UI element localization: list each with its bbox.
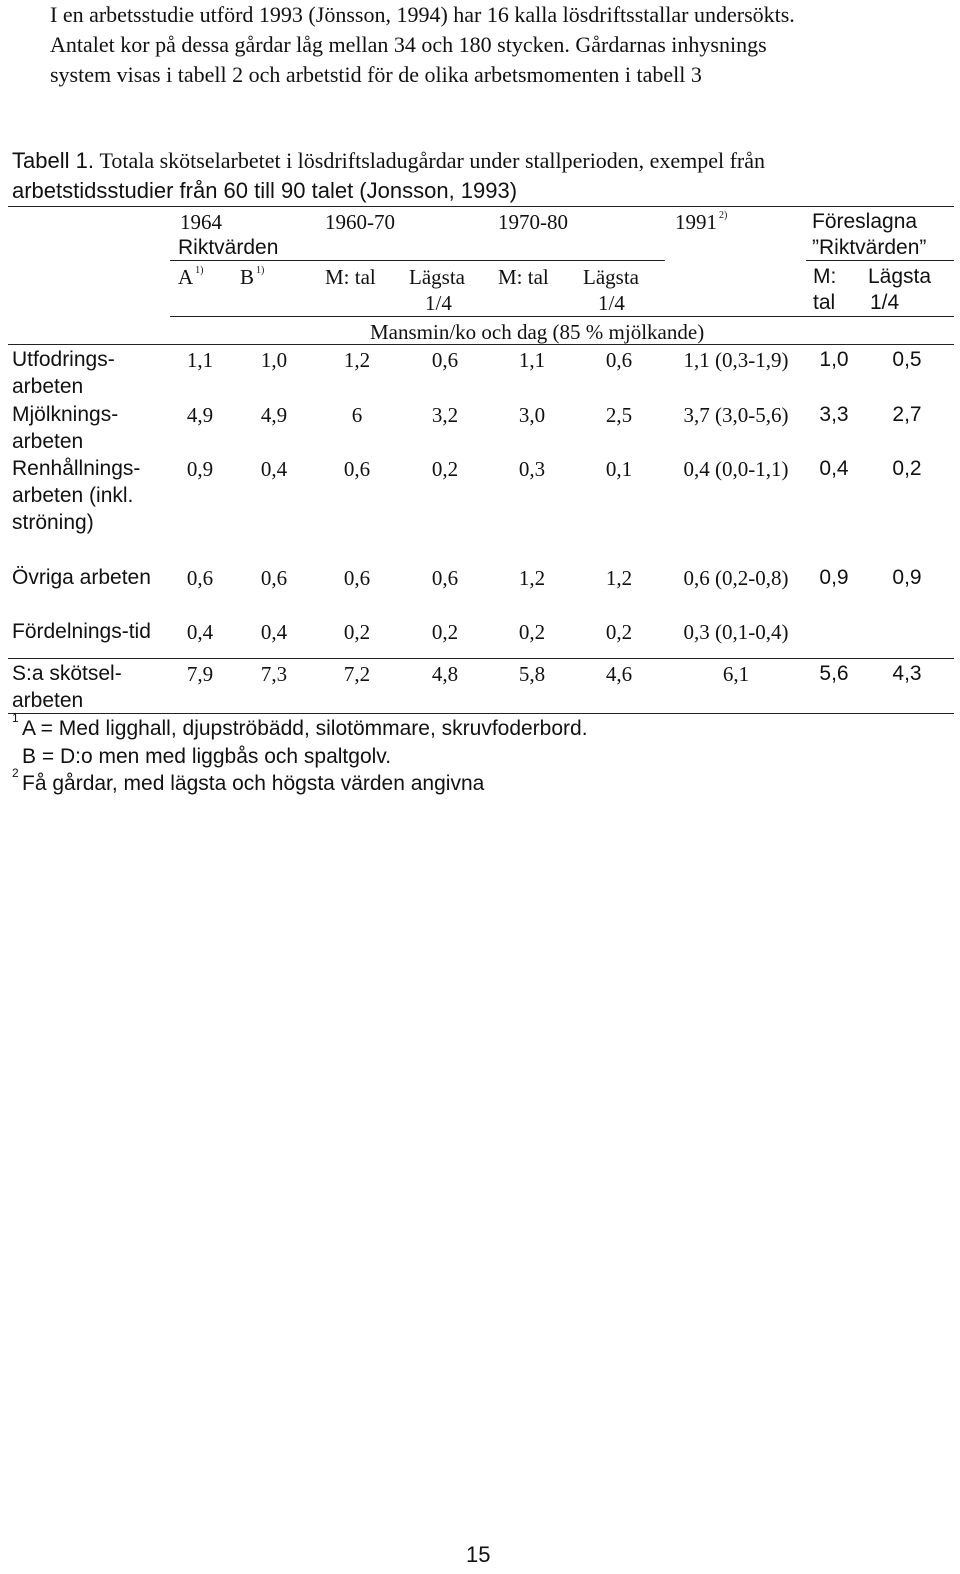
col-mtal-3: M: [813,265,837,288]
table-cell: 4,6 [605,662,633,686]
col-a-text: A [178,265,194,289]
table-cell: 1,1 [518,348,546,372]
rule-sum-top [8,658,954,659]
table-cell: 0,4 (0,0-1,1) [683,457,789,481]
table-cell: 0,3 (0,1-0,4) [683,620,789,644]
table-cell: 0,6 [186,566,214,590]
table-cell: 0,9 [892,566,922,589]
caption-text: Totala skötselarbetet i lösdriftsladugårdar under stallperioden, exempel från [99,148,766,173]
table-cell: 0,2 [343,620,371,644]
header-1991 [675,210,727,235]
table-cell: 0,6 [431,348,459,372]
col-lagsta-3: Lägsta [868,265,932,288]
table-cell: 1,2 [605,566,633,590]
table-cell: 0,2 [431,457,459,481]
col-b-text: B [240,265,255,289]
table-cell: 0,5 [892,348,922,371]
table-caption-line-1 [12,148,765,174]
table-cell: 1,2 [343,348,371,372]
header-riktvarden-quoted: ”Riktvärden” [812,236,927,259]
table-cell: 0,1 [605,457,633,481]
table-cell: 1,2 [518,566,546,590]
col-lagsta-2: Lägsta [583,265,639,289]
table-cell: 0,9 [819,566,849,589]
table-cell: 1,0 [260,348,288,372]
intro-line-3: system visas i tabell 2 och arbetstid för de olika arbetsmomenten i tabell 3 [50,62,702,87]
table-cell: 7,2 [343,662,371,686]
row-label: Övriga arbeten [12,566,151,589]
rule-unit [170,316,954,317]
footnote-1b: B = D:o men med liggbås och spaltgolv. [22,745,392,768]
rule-bottom [8,713,954,714]
table-cell: 2,7 [892,403,922,426]
header-1970-80: 1970-80 [498,210,568,234]
footnote-2-text: Få gårdar, med lägsta och högsta värden angivna [22,772,485,795]
table-cell: 5,8 [518,662,546,686]
table-cell: 4,8 [431,662,459,686]
intro-line-1: I en arbetsstudie utförd 1993 (Jönsson, 1994) har 16 kalla lösdriftsstallar undersökts. [50,2,795,27]
footnote-2 [12,766,485,796]
table-cell: 0,4 [819,457,849,480]
row-label: Utfodrings- [12,348,115,371]
table-cell: 1,0 [819,348,849,371]
header-1991-text: 1991 [675,210,717,234]
unit-label: Mansmin/ko och dag (85 % mjölkande) [370,320,705,344]
table-cell: 3,2 [431,403,459,427]
footnote-2-marker: 2 [12,766,19,780]
table-cell: 1,1 (0,3-1,9) [683,348,789,372]
intro-line-2: Antalet kor på dessa gårdar låg mellan 34 och 180 stycken. Gårdarnas inhysnings [50,32,767,57]
table-cell: 3,0 [518,403,546,427]
table-cell: 0,2 [605,620,633,644]
table-cell: 0,6 [260,566,288,590]
header-1964: 1964 [180,210,222,234]
table-cell: 0,6 [605,348,633,372]
col-mtal-3-b: tal [813,291,836,314]
footnote-1 [12,711,588,741]
table-cell: 0,2 [431,620,459,644]
col-lagsta-3-frac: 1/4 [870,291,900,314]
table-cell: 0,6 [343,566,371,590]
table-cell: 6 [351,403,363,427]
rule-top [8,206,954,207]
rule-subheader-right [806,260,954,261]
row-label: ströning) [12,511,94,534]
header-1991-sup: 2) [719,210,728,221]
header-1960-70: 1960-70 [325,210,395,234]
table-cell: 4,9 [260,403,288,427]
table-cell: 1,1 [186,348,214,372]
row-label: Renhållnings- [12,457,141,480]
col-lagsta-1-frac: 1/4 [425,291,452,315]
header-foreslagna: Föreslagna [812,210,918,233]
row-label: Fördelnings-tid [12,620,151,643]
table-cell: 0,6 [343,457,371,481]
table-cell: 3,3 [819,403,849,426]
header-riktvarden: Riktvärden [178,236,279,259]
row-label: arbeten (inkl. [12,484,134,507]
table-cell: 3,7 (3,0-5,6) [683,403,789,427]
col-b [240,265,264,290]
row-label: arbeten [12,430,84,453]
table-cell: 7,9 [186,662,214,686]
col-lagsta-1: Lägsta [409,265,465,289]
col-mtal-1: M: tal [325,265,376,289]
table-cell: 6,1 [722,662,750,686]
footnote-1-text: A = Med ligghall, djupströbädd, silotömmare, skruvfoderbord. [22,717,588,740]
col-a [178,265,204,290]
col-b-sup: 1) [256,265,265,276]
table-cell: 0,9 [186,457,214,481]
table-cell: 0,4 [186,620,214,644]
table-cell: 0,4 [260,457,288,481]
rule-subheader [170,260,665,261]
row-label: arbeten [12,689,84,712]
row-label: Mjölknings- [12,403,119,426]
table-cell: 4,9 [186,403,214,427]
row-label: S:a skötsel- [12,662,122,685]
footnote-1-marker: 1 [12,711,19,725]
col-lagsta-2-frac: 1/4 [598,291,625,315]
row-label: arbeten [12,375,84,398]
table-cell: 4,3 [892,662,922,685]
table-cell: 0,2 [518,620,546,644]
table-label: Tabell 1. [12,148,94,173]
table-cell: 0,6 [431,566,459,590]
table-cell: 0,4 [260,620,288,644]
table-cell: 0,6 (0,2-0,8) [683,566,789,590]
table-cell: 7,3 [260,662,288,686]
table-cell: 2,5 [605,403,633,427]
col-a-sup: 1) [195,265,204,276]
table-caption-line-2: arbetstidsstudier från 60 till 90 talet (Jonsson, 1993) [12,178,518,203]
table-cell: 0,3 [518,457,546,481]
table-cell: 0,2 [892,457,922,480]
page-number: 15 [466,1542,491,1567]
col-mtal-2: M: tal [498,265,549,289]
table-cell: 5,6 [819,662,849,685]
